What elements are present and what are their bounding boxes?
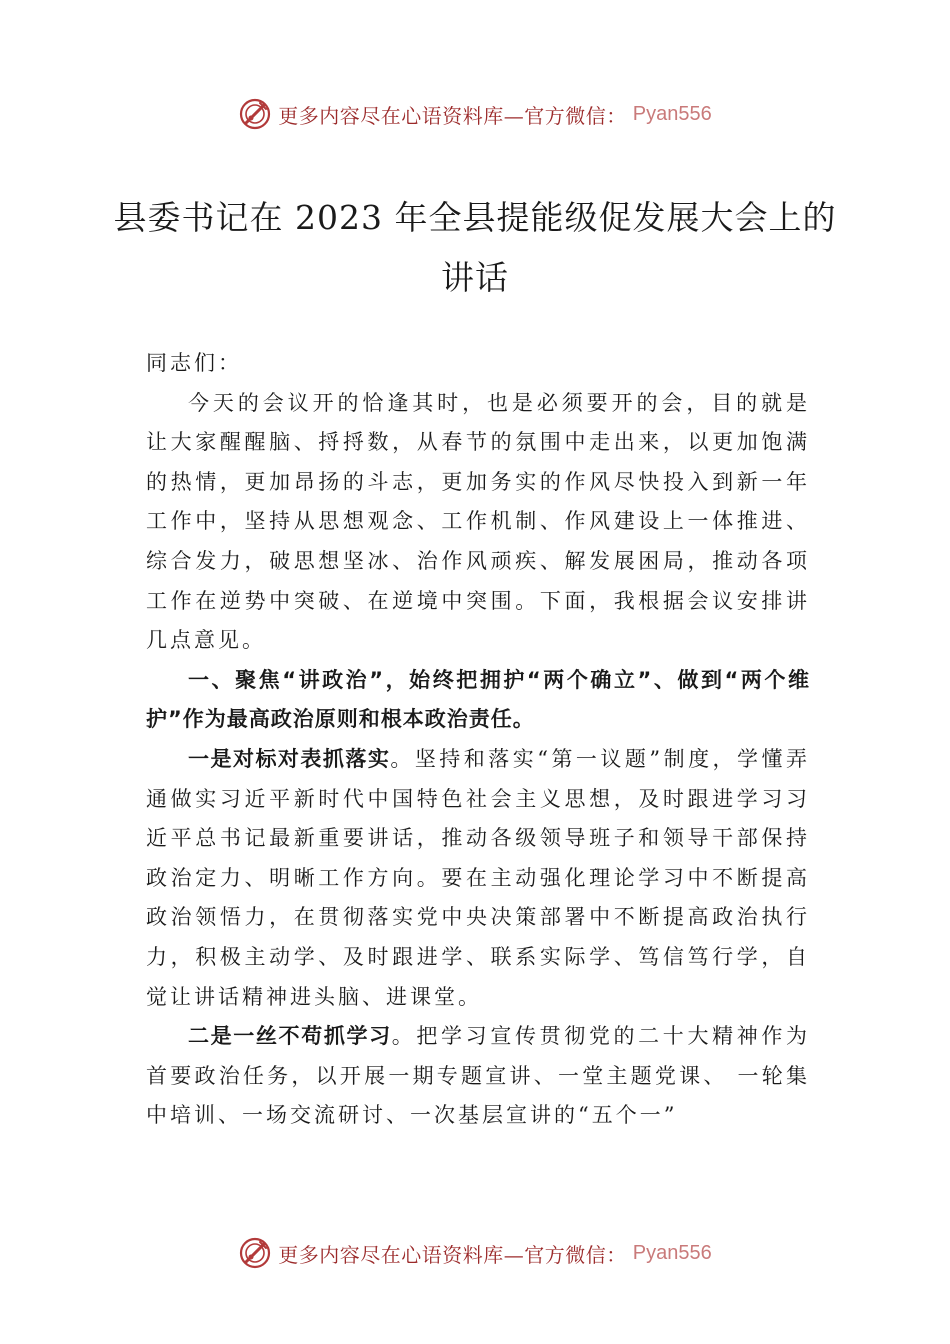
banner-contact: Pyan556 [632,102,712,125]
footer-watermark-banner [0,1233,950,1273]
paragraph-1 [146,740,810,1017]
paragraph-2-lead: 二是一丝不苟抓学习 [188,1024,392,1049]
paragraph-2 [146,1017,810,1136]
header-watermark-banner [0,94,950,134]
intro-paragraph: 今天的会议开的恰逢其时，也是必须要开的会，目的就是让大家醒醒脑、捋捋数，从春节的氛围中走出来，以更加饱满的热情，更加昂扬的斗志，更加务实的作风尽快投入到新一年工作中，坚持从思想观念、工作机制、作风建设上一体推进、综合发力，破思想坚冰、治作风顽疾、解发展困局，推动各项工作在逆势中突破、在逆境中突围。下面，我根据会议安排讲几点意见。 [146,390,810,653]
banner-text: 更多内容尽在心语资料库—官方微信： [278,103,627,128]
section-heading-1: 一、聚焦“讲政治”，始终把拥护“两个确立”、做到“两个维护”作为最高政治原则和根本政治责任。 [146,667,810,732]
brand-logo-icon [238,97,272,131]
banner-contact-footer: Pyan556 [632,1241,712,1264]
brand-logo-icon [238,1236,272,1270]
document-title: 县委书记在 2023 年全县提能级促发展大会上的讲话 [113,198,837,297]
salutation: 同志们： [146,351,242,375]
paragraph-1-lead: 一是对标对表抓落实 [188,746,391,771]
paragraph-1-body: 。坚持和落实“第一议题”制度，学懂弄通做实习近平新时代中国特色社会主义思想，及时跟进学习习近平总书记最新重要讲话，推动各级领导班子和领导干部保持政治定力、明晰工作方向。要在主动强化理论学习中不断提高政治领悟力，在贯彻落实党中央决策部署中不断提高政治执行力，积极主动学、及时跟进学、联系实际学、笃信笃行学，自觉让讲话精神进头脑、进课堂。 [146,746,810,1009]
document-body [146,344,810,1136]
paragraph-2-body: 。把学习宣传贯彻党的二十大精神作为首要政治任务，以开展一期专题宣讲、一堂主题党课、 一轮集中培训、一场交流研讨、一次基层宣讲的“五个一” [146,1024,811,1128]
banner-text-footer: 更多内容尽在心语资料库—官方微信： [278,1242,627,1267]
